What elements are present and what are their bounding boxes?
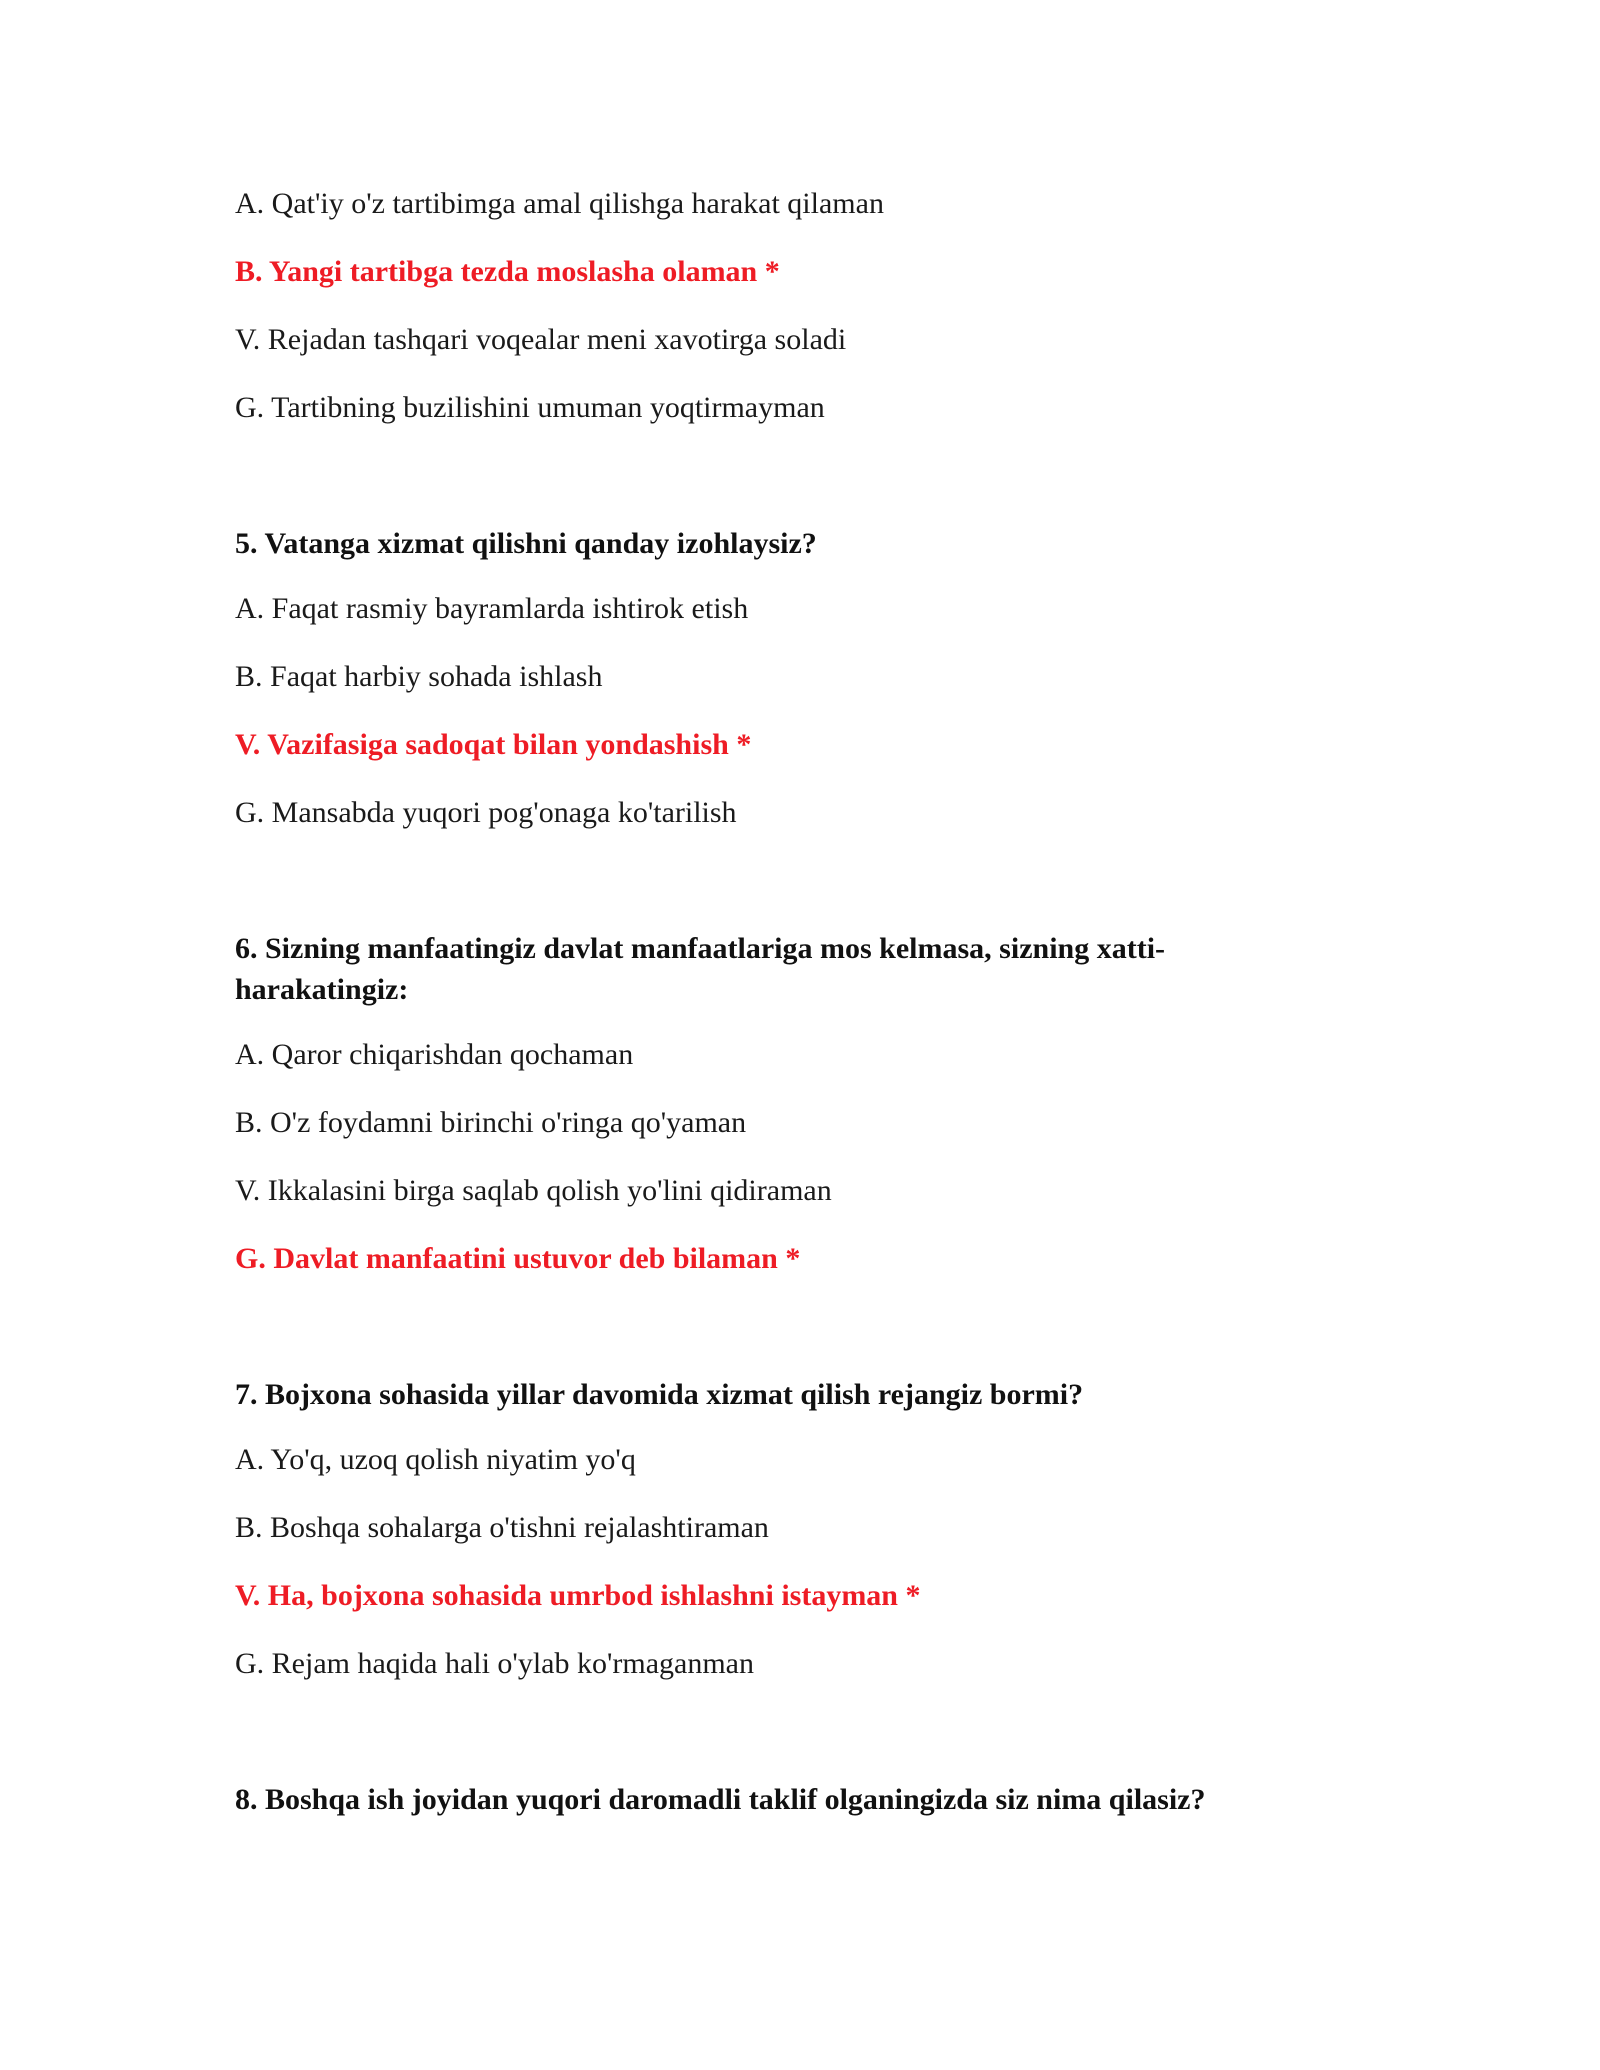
question-block-4 bbox=[235, 186, 1365, 458]
spacer bbox=[235, 458, 1365, 523]
option-6-b: B. O'z foydamni birinchi o'ringa qo'yaman bbox=[235, 1106, 747, 1139]
question-block-7 bbox=[235, 1374, 1365, 1714]
spacer bbox=[235, 1714, 1365, 1779]
spacer bbox=[235, 863, 1365, 928]
question-6-title: 6. Sizning manfaatingiz davlat manfaatlariga mos kelmasa, sizning xatti-harakatingiz: bbox=[235, 932, 1166, 1006]
question-8-title: 8. Boshqa ish joyidan yuqori daromadli taklif olganingizda siz nima qilasiz? bbox=[235, 1783, 1206, 1816]
question-block-8 bbox=[235, 1779, 1365, 1820]
option-4-g: G. Tartibning buzilishini umuman yoqtirmayman bbox=[235, 391, 825, 424]
option-7-g: G. Rejam haqida hali o'ylab ko'rmaganman bbox=[235, 1647, 754, 1680]
question-5-title: 5. Vatanga xizmat qilishni qanday izohlaysiz? bbox=[235, 527, 817, 560]
question-block-5 bbox=[235, 523, 1365, 863]
quiz-content bbox=[235, 186, 1365, 1847]
question-block-6 bbox=[235, 928, 1365, 1309]
option-6-g-correct: G. Davlat manfaatini ustuvor deb bilaman * bbox=[235, 1242, 801, 1275]
option-6-v: V. Ikkalasini birga saqlab qolish yo'lini qidiraman bbox=[235, 1174, 832, 1207]
option-5-a: A. Faqat rasmiy bayramlarda ishtirok etish bbox=[235, 592, 749, 625]
question-7-title: 7. Bojxona sohasida yillar davomida xizmat qilish rejangiz bormi? bbox=[235, 1378, 1084, 1411]
option-4-b-correct: B. Yangi tartibga tezda moslasha olaman * bbox=[235, 255, 780, 288]
option-7-b: B. Boshqa sohalarga o'tishni rejalashtiraman bbox=[235, 1511, 769, 1544]
option-5-g: G. Mansabda yuqori pog'onaga ko'tarilish bbox=[235, 796, 737, 829]
option-7-v-correct: V. Ha, bojxona sohasida umrbod ishlashni istayman * bbox=[235, 1579, 921, 1612]
spacer bbox=[235, 1309, 1365, 1374]
option-5-v-correct: V. Vazifasiga sadoqat bilan yondashish * bbox=[235, 728, 752, 761]
option-4-v: V. Rejadan tashqari voqealar meni xavotirga soladi bbox=[235, 323, 847, 356]
option-6-a: A. Qaror chiqarishdan qochaman bbox=[235, 1038, 634, 1071]
option-7-a: A. Yo'q, uzoq qolish niyatim yo'q bbox=[235, 1443, 636, 1476]
option-4-a: A. Qat'iy o'z tartibimga amal qilishga harakat qilaman bbox=[235, 187, 884, 220]
option-5-b: B. Faqat harbiy sohada ishlash bbox=[235, 660, 603, 693]
